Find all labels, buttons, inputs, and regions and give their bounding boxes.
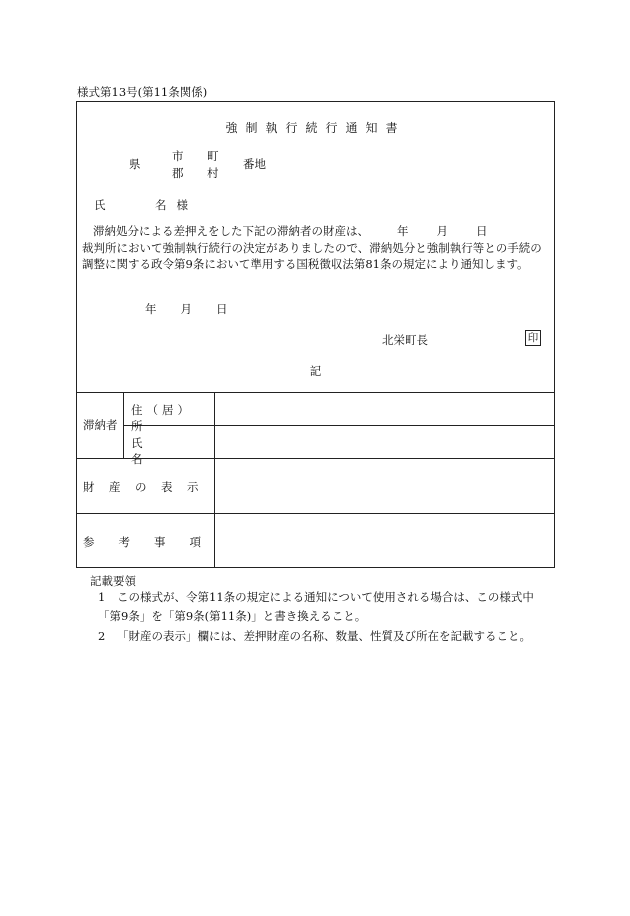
name-cell-text: 氏 名 xyxy=(131,436,196,466)
seal-mark: 印 xyxy=(525,330,541,346)
issue-day: 日 xyxy=(216,302,228,316)
address-cell-label xyxy=(131,402,207,434)
address-entry-field[interactable] xyxy=(215,393,554,425)
issuer-name: 北栄町長 xyxy=(382,333,428,347)
recipient-honorific: 名様 xyxy=(155,198,198,212)
ki-heading: 記 xyxy=(309,364,322,378)
body-month: 月 xyxy=(436,224,448,238)
note-2-text: 「財産の表示」欄には、差押財産の名称、数量、性質及び所在を記載すること。 xyxy=(117,629,531,643)
recipient-name-label: 氏 xyxy=(94,198,106,212)
issue-year: 年 xyxy=(145,302,157,316)
document-title: 強制執行続行通知書 xyxy=(225,121,406,135)
address-village: 村 xyxy=(207,166,219,180)
address-city: 市 xyxy=(172,149,184,163)
note-1-text: この様式が、令第11条の規定による通知について使用される場合は、この様式中「第9条」を「第9条(第11条)」と書き換えること。 xyxy=(98,590,534,623)
form-number-label: 様式第13号(第11条関係) xyxy=(77,85,208,99)
address-cell-text: 住（居）所 xyxy=(131,403,193,433)
body-day: 日 xyxy=(476,224,488,238)
notes-title: 記載要領 xyxy=(90,574,136,588)
reference-label: 参考事項 xyxy=(83,535,225,549)
issue-month: 月 xyxy=(180,302,192,316)
name-entry-field[interactable] xyxy=(215,426,554,458)
body-rest: 裁判所において強制執行続行の決定がありましたので、滞納処分と強制執行等との手続の調整に関する政令第9条において準用する国税徴収法第81条の規定により通知します。 xyxy=(82,240,542,271)
body-year: 年 xyxy=(397,224,409,238)
name-cell-label xyxy=(131,435,207,467)
address-lot: 番地 xyxy=(243,157,266,171)
notice-body xyxy=(82,223,552,273)
body-line1: 滞納処分による差押えをした下記の滞納者の財産は、 xyxy=(93,224,369,238)
address-prefecture: 県 xyxy=(129,157,141,171)
table-inner-vline xyxy=(123,392,124,458)
note-2-number: 2 xyxy=(98,629,106,643)
note-item-2 xyxy=(98,627,554,646)
notice-form-frame xyxy=(76,101,555,568)
note-item-1 xyxy=(98,588,554,626)
address-town: 町 xyxy=(207,149,219,163)
issue-date xyxy=(145,301,252,317)
address-county: 郡 xyxy=(172,166,184,180)
reference-entry-field[interactable] xyxy=(215,514,554,568)
note-1-number: 1 xyxy=(98,590,106,604)
delinquent-label: 滞納者 xyxy=(83,418,118,432)
property-label: 財産の表示 xyxy=(83,480,213,494)
property-entry-field[interactable] xyxy=(215,459,554,513)
